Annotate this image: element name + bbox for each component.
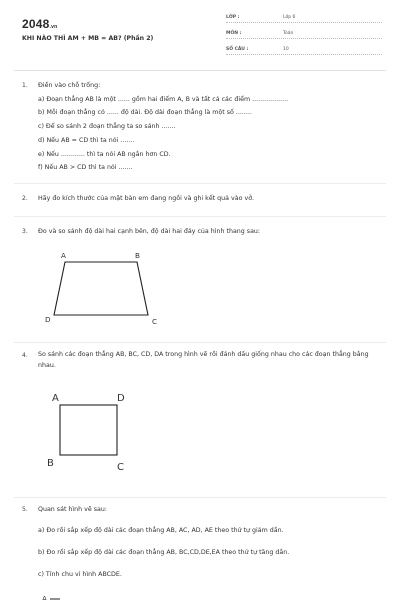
q4-label-c: C <box>117 462 124 473</box>
q3-label-b: B <box>135 251 140 260</box>
meta-count-row <box>226 43 382 55</box>
q1-item-c: c) Để so sánh 2 đoạn thẳng ta so sánh ....... <box>38 123 176 130</box>
meta-grade-label: LỚP : <box>226 15 240 20</box>
q1-prompt: Điền vào chỗ trống: <box>38 82 101 89</box>
q1-item-a: a) Đoạn thẳng AB là một ...... gồm hai điểm A, B và tất cả các điểm .................. <box>38 96 289 103</box>
q4-prompt: So sánh các đoạn thẳng AB, BC, CD, DA trong hình vẽ rồi đánh dấu giống nhau cho các đoạn thẳng bằng nhau. <box>38 351 369 369</box>
q3-label-d: D <box>45 315 51 324</box>
divider <box>14 183 386 184</box>
q5-item-b: b) Đo rồi sắp xếp độ dài các đoạn thẳng AB, BC,CD,DE,EA theo thứ tự tăng dần. <box>38 549 290 556</box>
q4-label-a: A <box>52 393 59 404</box>
meta-grade-row <box>226 11 382 23</box>
meta-count-value: 10 <box>283 47 289 52</box>
worksheet-title: KHI NÀO THÌ AM + MB = AB? (Phần 2) <box>22 35 154 42</box>
meta-subject-value: Toán <box>283 31 294 36</box>
q5-prompt: Quan sát hình vẽ sau: <box>38 506 107 513</box>
q3-label-a: A <box>61 251 66 260</box>
q5-item-a: a) Đo rồi sắp xếp độ dài các đoạn thẳng AB, AC, AD, AE theo thứ tự giảm dần. <box>38 527 284 534</box>
q4-number: 4. <box>22 352 28 359</box>
trapezoid-figure <box>40 246 170 331</box>
q2-prompt: Hãy đo kích thước của mặt bàn em đang ngồi và ghi kết quả vào vở. <box>38 195 255 202</box>
divider <box>14 497 386 498</box>
header-divider <box>14 70 386 71</box>
logo-suffix: .vn <box>49 24 58 30</box>
q5-label-a: A <box>42 594 47 600</box>
q4-label-b: B <box>47 458 54 469</box>
q4-label-d: D <box>117 393 125 404</box>
q3-number: 3. <box>22 228 28 235</box>
divider <box>14 342 386 343</box>
square-shape <box>60 405 117 455</box>
site-logo[interactable] <box>22 17 57 31</box>
pentagon-figure-partial <box>38 590 78 600</box>
meta-subject-row <box>226 27 382 39</box>
logo-text: 2048 <box>22 17 50 31</box>
meta-grade-value: Lớp 6 <box>283 15 296 20</box>
q1-item-e: e) Nếu ............ thì ta nói AB ngắn hơn CD. <box>38 151 171 158</box>
meta-subject-label: MÔN : <box>226 31 242 36</box>
q1-item-d: d) Nếu AB = CD thì ta nói ....... <box>38 137 135 144</box>
worksheet-header <box>0 0 400 70</box>
q1-item-b: b) Mỗi đoạn thẳng có ...... độ dài. Độ dài đoạn thẳng là một số ........ <box>38 109 252 116</box>
q5-number: 5. <box>22 506 28 513</box>
trapezoid-shape <box>54 262 148 315</box>
meta-count-label: SỐ CÂU : <box>226 47 249 52</box>
q3-label-c: C <box>152 317 158 326</box>
q5-item-c: c) Tính chu vi hình ABCDE. <box>38 571 122 578</box>
q3-prompt: Đo và so sánh độ dài hai cạnh bên, độ dài hai đáy của hình thang sau: <box>38 228 261 235</box>
divider <box>14 216 386 217</box>
square-figure <box>40 386 140 478</box>
q2-number: 2. <box>22 195 28 202</box>
q1-number: 1. <box>22 82 28 89</box>
q1-item-f: f) Nếu AB > CD thì ta nói ....... <box>38 164 133 171</box>
